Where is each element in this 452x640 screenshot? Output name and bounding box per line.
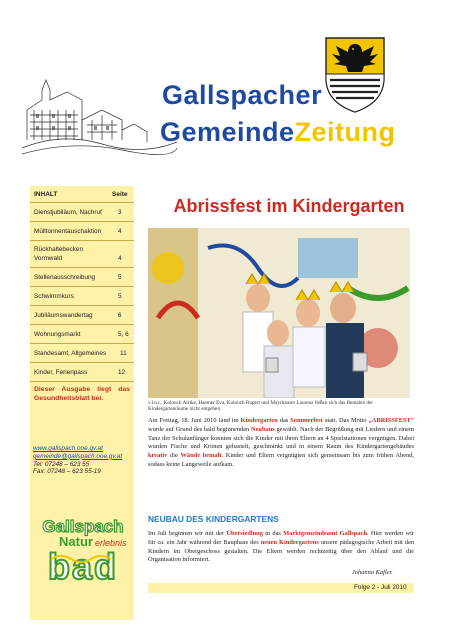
toc-item-page: 4: [118, 255, 122, 262]
issue-number: Folge 2 - Juli 2010: [354, 584, 407, 591]
logo-word-erlebnis: erlebnis: [95, 538, 127, 548]
article-headline: Abrissfest im Kindergarten: [173, 196, 405, 216]
toc-item-label: Stellenausschreibung: [34, 274, 96, 281]
toc-item-page: 5: [118, 274, 122, 281]
logo-word-gallspach: Gallspach: [42, 517, 124, 536]
masthead-title-line2: [160, 117, 396, 148]
toc-item-label-line2: Vormwald: [34, 255, 63, 262]
article-subheading: NEUBAU DES KINDERGARTENS: [148, 514, 279, 524]
toc-divider: [30, 221, 134, 222]
toc-item-page: 12: [118, 369, 126, 376]
toc-divider: [30, 267, 134, 268]
website-link[interactable]: www.gallspach.ooe.gv.at: [33, 445, 103, 452]
toc-heading-page: Seite: [112, 191, 128, 198]
toc-item-label: Mülltonnentauschaktion: [34, 228, 102, 235]
toc-divider: [30, 202, 134, 203]
toc-item-label: Dienstjubiläum, Nachruf: [34, 209, 102, 216]
toc-item-label: Jubiläumswandertag: [34, 312, 93, 319]
toc-item-label: Standesamt, Allgemeines: [34, 350, 107, 357]
contact-block: [33, 445, 133, 476]
email-link[interactable]: gemeinde@gallspach.ooe.gv.at: [33, 452, 123, 460]
toc-item-label: Schwimmkurs: [34, 293, 74, 300]
toc-item-page: 3: [118, 209, 122, 216]
toc-divider: [30, 381, 134, 382]
naturerlebnisbad-logo: [33, 515, 133, 583]
photo-caption: v.l.n.r.: Kolouch Alrike, Haemer Eva, Kolouch Rupert und Mayrhauser Laurenz ließen sich das Bemalen der Kindergartenräume nicht entgehen.: [148, 400, 373, 413]
article-paragraph-1: Am Freitag, 18. Juni 2010 fand im Kindergarten das Sommerfest statt. Das Motto „ABRISSFEST“ wurde auf Grund des bald beginnenden Neubaus gewählt. Nach der Begrüßung mit Liedern und einem Tanz der Schulanfänger konnten sich die Kinder mit ihren Eltern an 4 Spielstationen vergnügen. Dabei wurden Fische und Kronen gebastelt, geschminkt und in einem Raum des Kindergartengebäudes kreativ die Wände bemalt. Kinder und Eltern vergnügten sich gemeinsam bis zum frühen Abend, sodass keine Langeweile aufkam.: [148, 417, 414, 468]
toc-item-label: Wohnungsmarkt: [34, 331, 81, 338]
supplement-notice: Dieser Ausgabe liegt das Gesundheitsblatt bei.: [34, 386, 130, 402]
article-paragraph-2: Im Juli beginnen wir mit der Übersiedlung in das Marktgemeindeamt Gallspach. Hier werden wir für ca. ein Jahr während der Bauphase des neuen Kindergartens unsere pädagogische Arbeit mit den Kindern im Obergeschoss gestalten. Die Eltern werden rechtzeitig über den Ablauf und die Organisation informiert.: [148, 530, 415, 564]
masthead-title-line1: Gallspacher: [162, 80, 323, 110]
toc-item-page: 5: [118, 293, 122, 300]
masthead-title-zeitung: Zeitung: [294, 117, 396, 147]
article-author: Johanna Kafler.: [352, 569, 393, 576]
toc-item-page: 11: [120, 350, 127, 357]
children-painting-photo: [148, 228, 410, 398]
toc-divider: [30, 305, 134, 306]
masthead-title-gemeinde: Gemeinde: [160, 117, 295, 147]
toc-item-label: Kinder, Ferienpass: [34, 369, 88, 376]
toc-item-page: 6: [118, 312, 122, 319]
toc-item-page: 5, 6: [118, 331, 129, 338]
fax-number: Fax: 07248 – 623 55-19: [33, 468, 101, 476]
toc-heading-label: INHALT: [34, 191, 58, 198]
logo-word-natur: Natur: [59, 534, 93, 549]
toc-divider: [30, 362, 134, 363]
toc-divider: [30, 324, 134, 325]
toc-item-label: Rückhaltebecken: [34, 246, 84, 253]
toc-divider: [30, 286, 134, 287]
masthead: [0, 0, 452, 160]
phone-number: Tel: 07248 – 623 55: [33, 460, 90, 468]
coat-of-arms-icon: [322, 34, 388, 114]
toc-divider: [30, 343, 134, 344]
logo-word-bad: bad: [47, 546, 119, 583]
town-sketch-illustration: [22, 70, 177, 155]
toc-divider: [30, 240, 134, 241]
toc-item-page: 4: [118, 228, 122, 235]
